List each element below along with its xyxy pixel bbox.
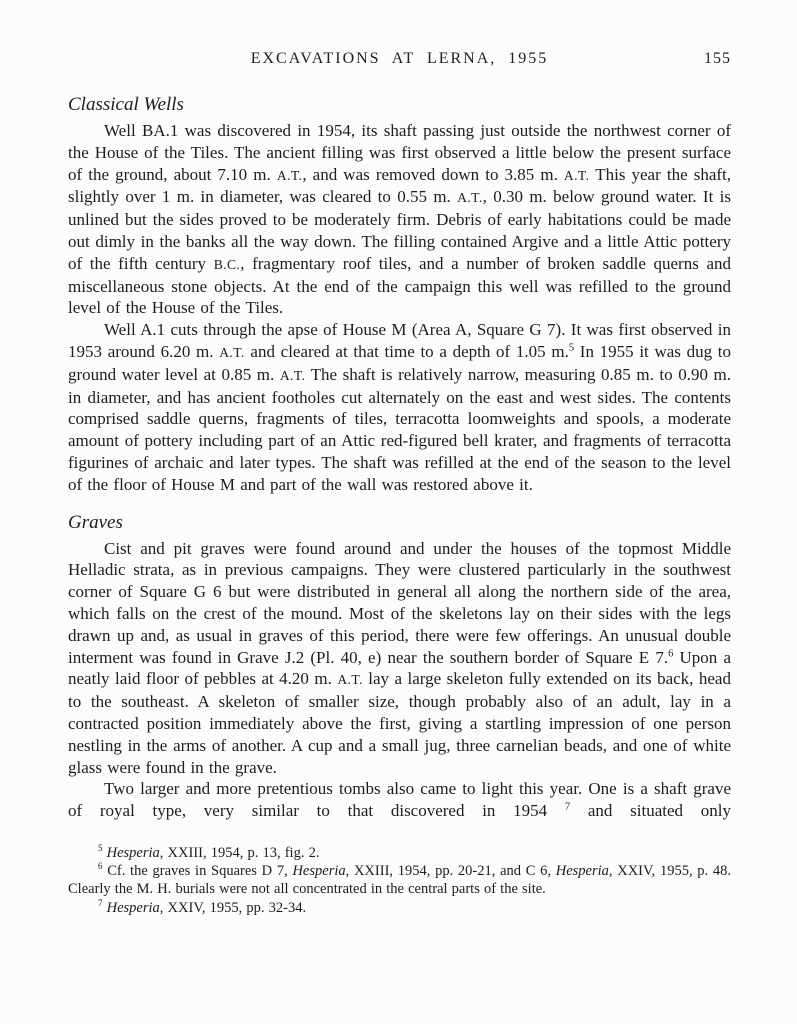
footnote-7: $^7$ Hesperia, XXIV, 1955, pp. 32-34. (98, 897, 307, 916)
page-header (68, 50, 731, 72)
section-heading-graves: Graves (68, 511, 123, 533)
footnotes (68, 844, 731, 917)
footnote-6: $^6$ Cf. the graves in Squares D 7, Hesperia, XXIII, 1954, pp. 20-21, and C 6, Hesperia, XXIV, 1955, p. 48. Clearly the M. H. burials were not all concentrated in the central parts of the site. (68, 861, 732, 898)
paragraph-well-ba1: Well BA.1 was discovered in 1954, its shaft passing just outside the northwest corner of the House of the Tiles. The ancient filling was first observed a little below the present surface of the ground, about 7.10 m. A.T., and was removed down to 3.85 m. A.T. This year the shaft, slightly over 1 m. in diameter, was cleared to 0.55 m. A.T., 0.30 m. below ground water. It is unlined but the sides proved to be moderately firm. Debris of early habitations could be made out dimly in the banks all the way down. The filling contained Argive and a little Attic pottery of the fifth century B.C., fragmentary roof tiles, and a number of broken saddle querns and miscellaneous stone objects. At the end of the campaign this well was refilled to the ground level of the House of the Tiles. (68, 121, 731, 318)
paragraph-tombs: Two larger and more pretentious tombs also came to light this year. One is a shaft grave of royal type, very similar to that discovered in 1954 $^7$ and situated only (68, 779, 731, 821)
footnote-5: $^5$ Hesperia, XXIII, 1954, p. 13, fig. 2. (98, 843, 320, 861)
paragraph-graves-overview: Cist and pit graves were found around and under the houses of the topmost Middle Helladic strata, as in previous campaigns. They were clustered particularly in the southwest corner of Square G 6 but were distributed in general all along the northern side of the area, which falls on the crest of the mound. Most of the skeletons lay on their sides with the legs drawn up and, as usual in graves of this period, there were few offerings. An unusual double interment was found in Grave J.2 (Pl. 40, e) near the southern border of Square E 7.$^6$ Upon a neatly laid floor of pebbles at 4.20 m. A.T. lay a large skeleton fully extended on its back, head to the southeast. A skeleton of smaller size, though probably also of an adult, lay in a contracted position immediately above the first, giving a startling impression of one person nestling in the arms of another. A cup and a small jug, three carnelian beads, and one of white glass were found in the grave. (68, 538, 732, 777)
page-content (68, 50, 731, 917)
paragraph-well-a1: Well A.1 cuts through the apse of House M (Area A, Square G 7). It was first observed in 1953 around 6.20 m. A.T. and cleared at that time to a depth of 1.05 m.$^5$ In 1955 it was dug to ground water level at 0.85 m. A.T. The shaft is relatively narrow, measuring 0.85 m. to 0.90 m. in diameter, and has ancient footholes cut alternately on the east and west sides. The contents comprised saddle querns, fragments of tiles, terracotta loomweights and spools, a moderate amount of pottery including part of an Attic red-figured bell krater, and fragments of terracotta figurines of archaic and later types. The shaft was refilled at the end of the season to the level of the floor of House M and part of the wall was restored above it. (68, 320, 732, 494)
section-heading-classical-wells: Classical Wells (68, 94, 184, 115)
page-number: 155 (704, 50, 731, 67)
page-title: EXCAVATIONS AT LERNA, 1955 (250, 50, 549, 67)
